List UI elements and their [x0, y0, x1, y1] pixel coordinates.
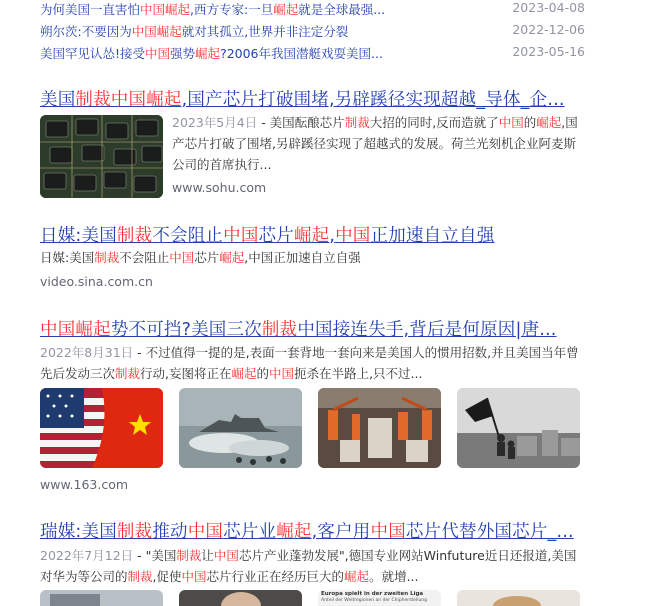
keyword-highlight: 制裁 [115, 366, 141, 381]
keyword-highlight: 中国 [335, 226, 371, 246]
keyword-highlight: 崛起 [293, 226, 330, 246]
keyword-highlight: 崛起 [219, 250, 245, 265]
keyword-highlight: 中国崛起 [40, 320, 111, 340]
text-segment: 扼杀在半路上,只不过... [294, 366, 423, 381]
text-segment: , [329, 226, 336, 246]
text-segment: 不会阻止 [152, 226, 224, 246]
text-segment: 中国接连失手,背后是何原因|唐... [297, 320, 557, 340]
news-link-row[interactable] [40, 0, 585, 18]
keyword-highlight: 中国 [269, 366, 295, 381]
news-date: 2023-05-16 [512, 44, 585, 59]
keyword-highlight: 制裁 [116, 522, 153, 542]
text-segment: 瑞媒:美国 [40, 522, 117, 542]
news-link[interactable]: 美国罕见认怂!接受中国强势崛起?2006年我国潜艇戏耍美国... [40, 46, 383, 61]
keyword-highlight: 制裁 [176, 548, 202, 563]
result-snippet [172, 112, 582, 175]
news-link-row[interactable] [40, 44, 585, 62]
flag-raising-thumbnail[interactable] [457, 388, 580, 468]
keyword-highlight: 制裁 [116, 226, 153, 246]
keyword-highlight: 崛起 [276, 522, 312, 542]
result-source-url[interactable]: video.sina.com.cn [40, 274, 153, 289]
text-segment: 行动,妄图将正在 [140, 366, 232, 381]
text-segment: 美国 [40, 90, 76, 110]
thumbnail-partial[interactable] [179, 590, 302, 606]
result-date: 2023年5月4日 [172, 115, 258, 130]
keyword-highlight: 中国 [223, 226, 259, 246]
keyword-highlight: 中国 [213, 548, 239, 563]
result-source-url[interactable]: www.sohu.com [172, 180, 267, 195]
text-segment: - 不过值得一提的是,表面一套背地一套向来是美国人的惯用招数,并且美国当年曾先后发动三次 [40, 345, 579, 381]
result-snippet [40, 247, 585, 268]
warship-thumbnail[interactable] [179, 388, 302, 468]
text-segment: 正加速自立自强 [370, 226, 495, 246]
keyword-highlight: 制裁 [127, 569, 153, 584]
text-segment: 。就增... [369, 569, 419, 584]
text-segment: 日媒:美国 [40, 250, 95, 265]
text-segment: ,国产芯片打破了围堵,另辟蹊径实现了超越式的发展。荷兰光刻机企业阿麦斯公司的首席执行... [172, 115, 578, 172]
text-segment: 的 [256, 366, 270, 381]
text-segment: 芯片 [194, 250, 220, 265]
factory-thumbnail[interactable] [318, 388, 441, 468]
thumbnail-partial[interactable] [40, 590, 163, 606]
result-title-link[interactable] [40, 518, 574, 543]
result-title-link[interactable] [40, 86, 565, 111]
result-source-url[interactable]: www.163.com [40, 477, 129, 492]
image-text: Anteil der Weltregionen an der Chipherstellung [321, 598, 428, 603]
keyword-highlight: 制裁中国崛起 [75, 90, 182, 110]
image-text: Europa spielt in der zweiten Liga [321, 591, 424, 597]
news-date: 2022-12-06 [512, 22, 585, 37]
text-segment: ,客户用 [311, 522, 371, 542]
text-segment: 不会阻止 [119, 250, 170, 265]
result-snippet [40, 545, 585, 587]
text-segment: ,国产芯片打破围堵,另辟蹊径实现超越_导体_企... [181, 90, 565, 110]
text-segment: 芯片代替外国芯片_... [405, 522, 574, 542]
keyword-highlight: 制裁 [344, 115, 370, 130]
news-link[interactable]: 朔尔茨:不要因为中国崛起就对其孤立,世界并非注定分裂 [40, 24, 349, 39]
keyword-highlight: 中国 [498, 115, 524, 130]
keyword-highlight: 中国 [169, 250, 195, 265]
news-link-row[interactable] [40, 22, 585, 40]
text-segment: 日媒:美国 [40, 226, 117, 246]
text-segment: 大招的同时,反而造就了 [369, 115, 499, 130]
text-segment: 的 [523, 115, 537, 130]
text-segment: 芯片行业正在经历巨大的 [206, 569, 345, 584]
text-segment: ,促使 [152, 569, 182, 584]
text-segment: 芯片业 [223, 522, 277, 542]
result-date: 2022年7月12日 [40, 548, 134, 563]
keyword-highlight: 崛起 [536, 115, 562, 130]
keyword-highlight: 中国 [187, 522, 224, 542]
text-segment: 推动 [152, 522, 188, 542]
chip-thumbnail[interactable] [40, 115, 163, 198]
chart-image-thumbnail[interactable] [318, 590, 441, 606]
news-date: 2023-04-08 [512, 0, 585, 15]
result-title-link[interactable] [40, 222, 494, 247]
text-segment: - 美国酝酿芯片 [257, 115, 345, 130]
keyword-highlight: 制裁 [261, 320, 298, 340]
text-segment: 芯片产业蓬勃发展",德国专业网站Winfuture近日还报道,美国对华为等公司的 [40, 548, 577, 584]
text-segment: 让 [201, 548, 214, 563]
result-title-link[interactable] [40, 316, 557, 341]
text-segment: ,中国正加速自立自强 [244, 250, 361, 265]
flags-thumbnail[interactable] [40, 388, 163, 468]
result-snippet [40, 342, 585, 384]
keyword-highlight: 崛起 [344, 569, 370, 584]
result-date: 2022年8月31日 [40, 345, 134, 360]
text-segment: 势不可挡?美国三次 [110, 320, 262, 340]
keyword-highlight: 崛起 [231, 366, 257, 381]
thumbnail-partial[interactable] [457, 590, 580, 606]
keyword-highlight: 中国 [181, 569, 207, 584]
news-link[interactable]: 为何美国一直害怕中国崛起,西方专家:一旦崛起就是全球最强... [40, 2, 386, 17]
keyword-highlight: 中国 [370, 522, 406, 542]
text-segment: - "美国 [133, 548, 177, 563]
text-segment: 芯片 [258, 226, 294, 246]
keyword-highlight: 制裁 [94, 250, 120, 265]
